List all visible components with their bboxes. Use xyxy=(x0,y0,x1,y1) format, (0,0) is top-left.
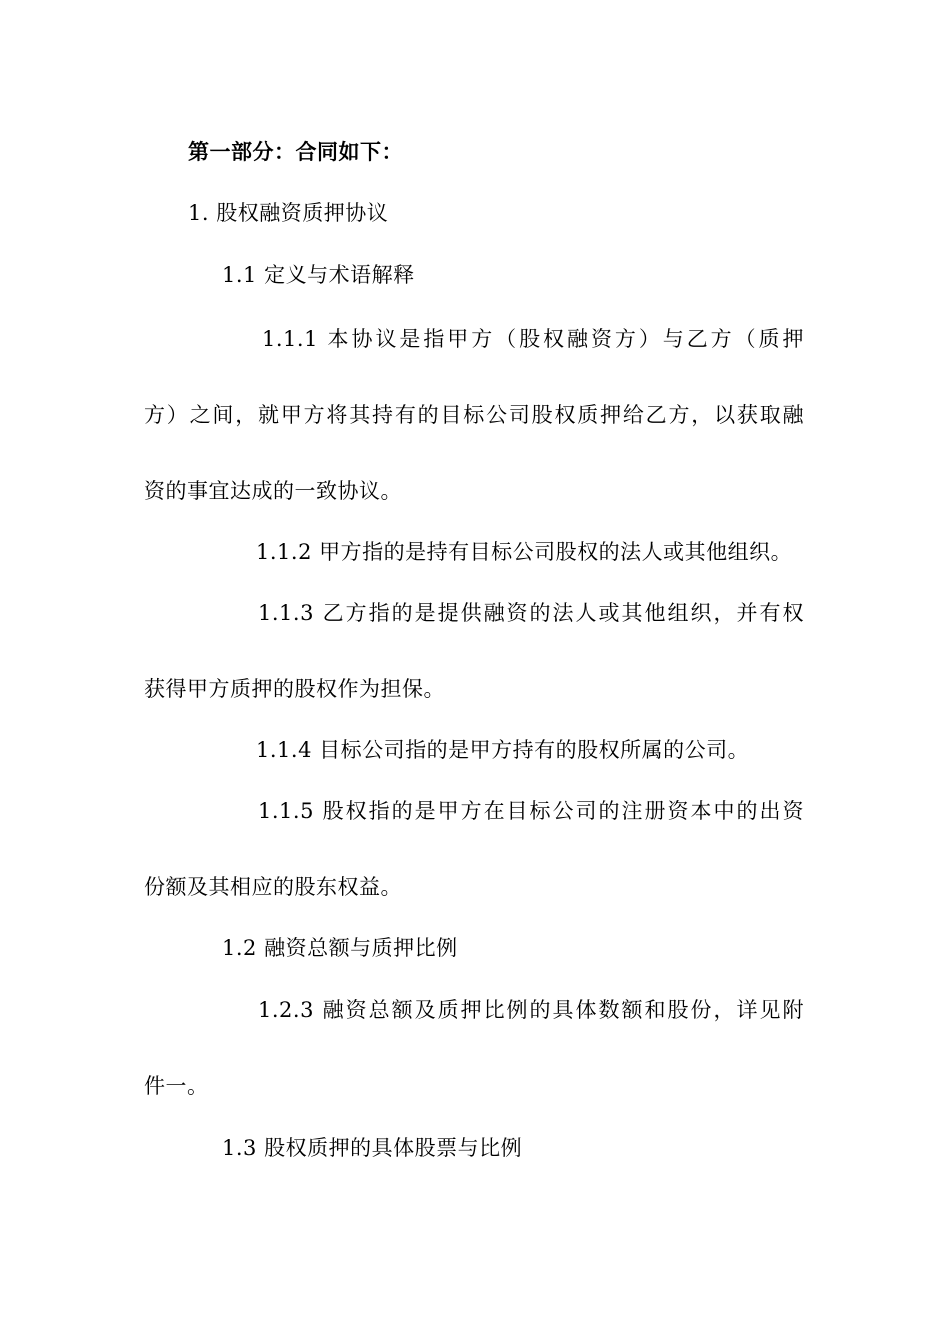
clause-1-2-3-line-1: 1.2.3 融资总额及质押比例的具体数额和股份，详见附 xyxy=(258,998,804,1022)
clause-1-1-5-line-2: 份额及其相应的股东权益。 xyxy=(144,875,402,899)
section-1-3-heading: 1.3 股权质押的具体股票与比例 xyxy=(222,1136,523,1160)
clause-1-1-1-line-3: 资的事宜达成的一致协议。 xyxy=(144,479,402,503)
clause-1-1-2: 1.1.2 甲方指的是持有目标公司股权的法人或其他组织。 xyxy=(256,540,793,564)
clause-1-2-3-line-2: 件一。 xyxy=(144,1074,209,1098)
clause-1-1-4: 1.1.4 目标公司指的是甲方持有的股权所属的公司。 xyxy=(256,738,750,762)
clause-1-1-5-line-1: 1.1.5 股权指的是甲方在目标公司的注册资本中的出资 xyxy=(258,799,804,823)
part-heading: 第一部分：合同如下： xyxy=(188,140,403,164)
clause-1-1-3-line-2: 获得甲方质押的股权作为担保。 xyxy=(144,677,445,701)
clause-1-1-1-line-1: 1.1.1 本协议是指甲方（股权融资方）与乙方（质押 xyxy=(262,327,804,351)
clause-1-1-1-line-2: 方）之间，就甲方将其持有的目标公司股权质押给乙方，以获取融 xyxy=(144,403,804,427)
section-1-1-heading: 1.1 定义与术语解释 xyxy=(222,263,415,287)
section-1-heading: 1. 股权融资质押协议 xyxy=(188,201,389,225)
clause-1-1-3-line-1: 1.1.3 乙方指的是提供融资的法人或其他组织，并有权 xyxy=(258,601,804,625)
section-1-2-heading: 1.2 融资总额与质押比例 xyxy=(222,936,458,960)
